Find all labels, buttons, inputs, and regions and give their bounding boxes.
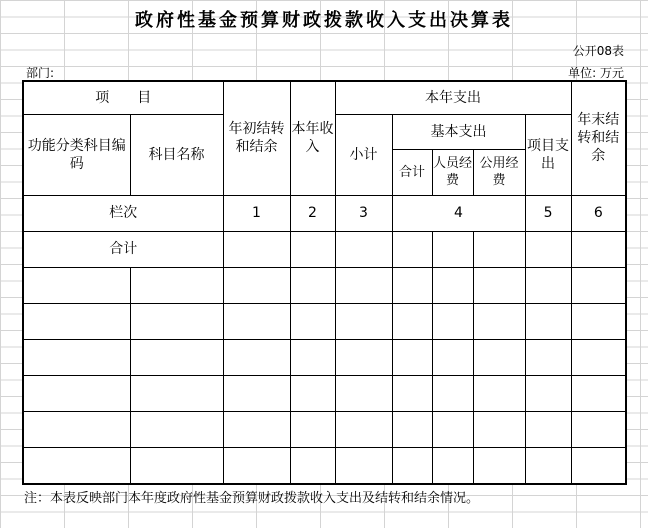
header-subject-name: 科目名称 xyxy=(130,114,223,195)
table-cell[interactable] xyxy=(130,339,223,375)
table-cell[interactable] xyxy=(290,447,335,484)
table-cell[interactable] xyxy=(392,267,432,303)
column-number: 3 xyxy=(335,195,392,231)
table-cell[interactable] xyxy=(432,339,473,375)
table-cell[interactable] xyxy=(473,267,525,303)
column-number-row xyxy=(23,195,626,231)
table-row xyxy=(23,267,626,303)
table-cell[interactable] xyxy=(130,267,223,303)
table-cell[interactable] xyxy=(525,411,571,447)
table-row xyxy=(23,411,626,447)
table-cell[interactable] xyxy=(223,339,290,375)
column-row-label: 栏次 xyxy=(23,195,223,231)
table-cell[interactable] xyxy=(23,267,130,303)
total-label: 合计 xyxy=(23,231,223,267)
table-cell[interactable] xyxy=(290,375,335,411)
table-cell[interactable] xyxy=(571,303,626,339)
column-number: 5 xyxy=(525,195,571,231)
table-row xyxy=(23,339,626,375)
header-current-expense: 本年支出 xyxy=(335,81,571,114)
table-cell[interactable] xyxy=(335,267,392,303)
table-cell[interactable] xyxy=(335,339,392,375)
table-cell[interactable] xyxy=(335,303,392,339)
table-cell[interactable] xyxy=(473,411,525,447)
table-cell[interactable] xyxy=(392,447,432,484)
table-cell[interactable] xyxy=(223,267,290,303)
table-cell[interactable] xyxy=(571,339,626,375)
table-cell[interactable] xyxy=(432,375,473,411)
table-cell[interactable] xyxy=(223,411,290,447)
table-cell[interactable] xyxy=(223,303,290,339)
footnote: 注：本表反映部门本年度政府性基金预算财政拨款收入支出及结转和结余情况。 xyxy=(24,491,480,506)
department-label: 部门: xyxy=(26,66,55,80)
form-number: 公开08表 xyxy=(572,44,624,58)
table-cell[interactable] xyxy=(432,447,473,484)
budget-table xyxy=(22,80,627,485)
table-row xyxy=(23,375,626,411)
table-cell[interactable] xyxy=(525,339,571,375)
table-cell[interactable] xyxy=(130,447,223,484)
table-cell[interactable] xyxy=(335,411,392,447)
table-cell[interactable] xyxy=(223,231,290,267)
header-opening-balance: 年初结转和结余 xyxy=(223,81,290,195)
table-cell[interactable] xyxy=(571,231,626,267)
table-cell[interactable] xyxy=(130,375,223,411)
table-cell[interactable] xyxy=(525,447,571,484)
table-cell[interactable] xyxy=(571,411,626,447)
table-cell[interactable] xyxy=(23,411,130,447)
table-cell[interactable] xyxy=(290,267,335,303)
unit-label: 单位: 万元 xyxy=(568,66,624,80)
table-cell[interactable] xyxy=(392,339,432,375)
header-function-code: 功能分类科目编码 xyxy=(23,114,130,195)
table-cell[interactable] xyxy=(290,303,335,339)
table-cell[interactable] xyxy=(290,411,335,447)
column-number: 1 xyxy=(223,195,290,231)
table-row xyxy=(23,447,626,484)
page-title: 政府性基金预算财政拨款收入支出决算表 xyxy=(135,10,513,31)
header-basic-expense: 基本支出 xyxy=(392,114,525,149)
table-cell[interactable] xyxy=(392,231,432,267)
table-cell[interactable] xyxy=(392,411,432,447)
table-cell[interactable] xyxy=(392,375,432,411)
budget-table-wrapper xyxy=(22,80,625,485)
table-cell[interactable] xyxy=(525,303,571,339)
total-row xyxy=(23,231,626,267)
table-cell[interactable] xyxy=(335,375,392,411)
table-cell[interactable] xyxy=(473,303,525,339)
header-current-income: 本年收入 xyxy=(290,81,335,195)
column-number: 4 xyxy=(392,195,525,231)
table-cell[interactable] xyxy=(23,375,130,411)
table-cell[interactable] xyxy=(432,231,473,267)
table-cell[interactable] xyxy=(525,375,571,411)
table-cell[interactable] xyxy=(571,447,626,484)
table-cell[interactable] xyxy=(473,447,525,484)
header-project-expense: 项目支出 xyxy=(525,114,571,195)
table-cell[interactable] xyxy=(23,303,130,339)
table-cell[interactable] xyxy=(473,231,525,267)
table-cell[interactable] xyxy=(335,447,392,484)
table-cell[interactable] xyxy=(571,375,626,411)
table-cell[interactable] xyxy=(223,375,290,411)
table-cell[interactable] xyxy=(432,411,473,447)
table-cell[interactable] xyxy=(130,303,223,339)
table-cell[interactable] xyxy=(432,303,473,339)
table-cell[interactable] xyxy=(23,447,130,484)
table-cell[interactable] xyxy=(525,267,571,303)
table-row xyxy=(23,303,626,339)
table-cell[interactable] xyxy=(130,411,223,447)
table-cell[interactable] xyxy=(473,339,525,375)
header-basic-total: 合计 xyxy=(392,149,432,195)
table-cell[interactable] xyxy=(525,231,571,267)
table-cell[interactable] xyxy=(290,231,335,267)
table-cell[interactable] xyxy=(571,267,626,303)
table-cell[interactable] xyxy=(290,339,335,375)
column-number: 2 xyxy=(290,195,335,231)
header-closing-balance: 年末结转和结余 xyxy=(571,81,626,195)
header-public-expense: 公用经费 xyxy=(473,149,525,195)
table-cell[interactable] xyxy=(23,339,130,375)
table-cell[interactable] xyxy=(223,447,290,484)
table-cell[interactable] xyxy=(473,375,525,411)
header-item: 项 目 xyxy=(23,81,223,114)
table-cell[interactable] xyxy=(432,267,473,303)
table-cell[interactable] xyxy=(335,231,392,267)
column-number: 6 xyxy=(571,195,626,231)
header-personnel-expense: 人员经费 xyxy=(432,149,473,195)
header-subtotal: 小计 xyxy=(335,114,392,195)
table-cell[interactable] xyxy=(392,303,432,339)
